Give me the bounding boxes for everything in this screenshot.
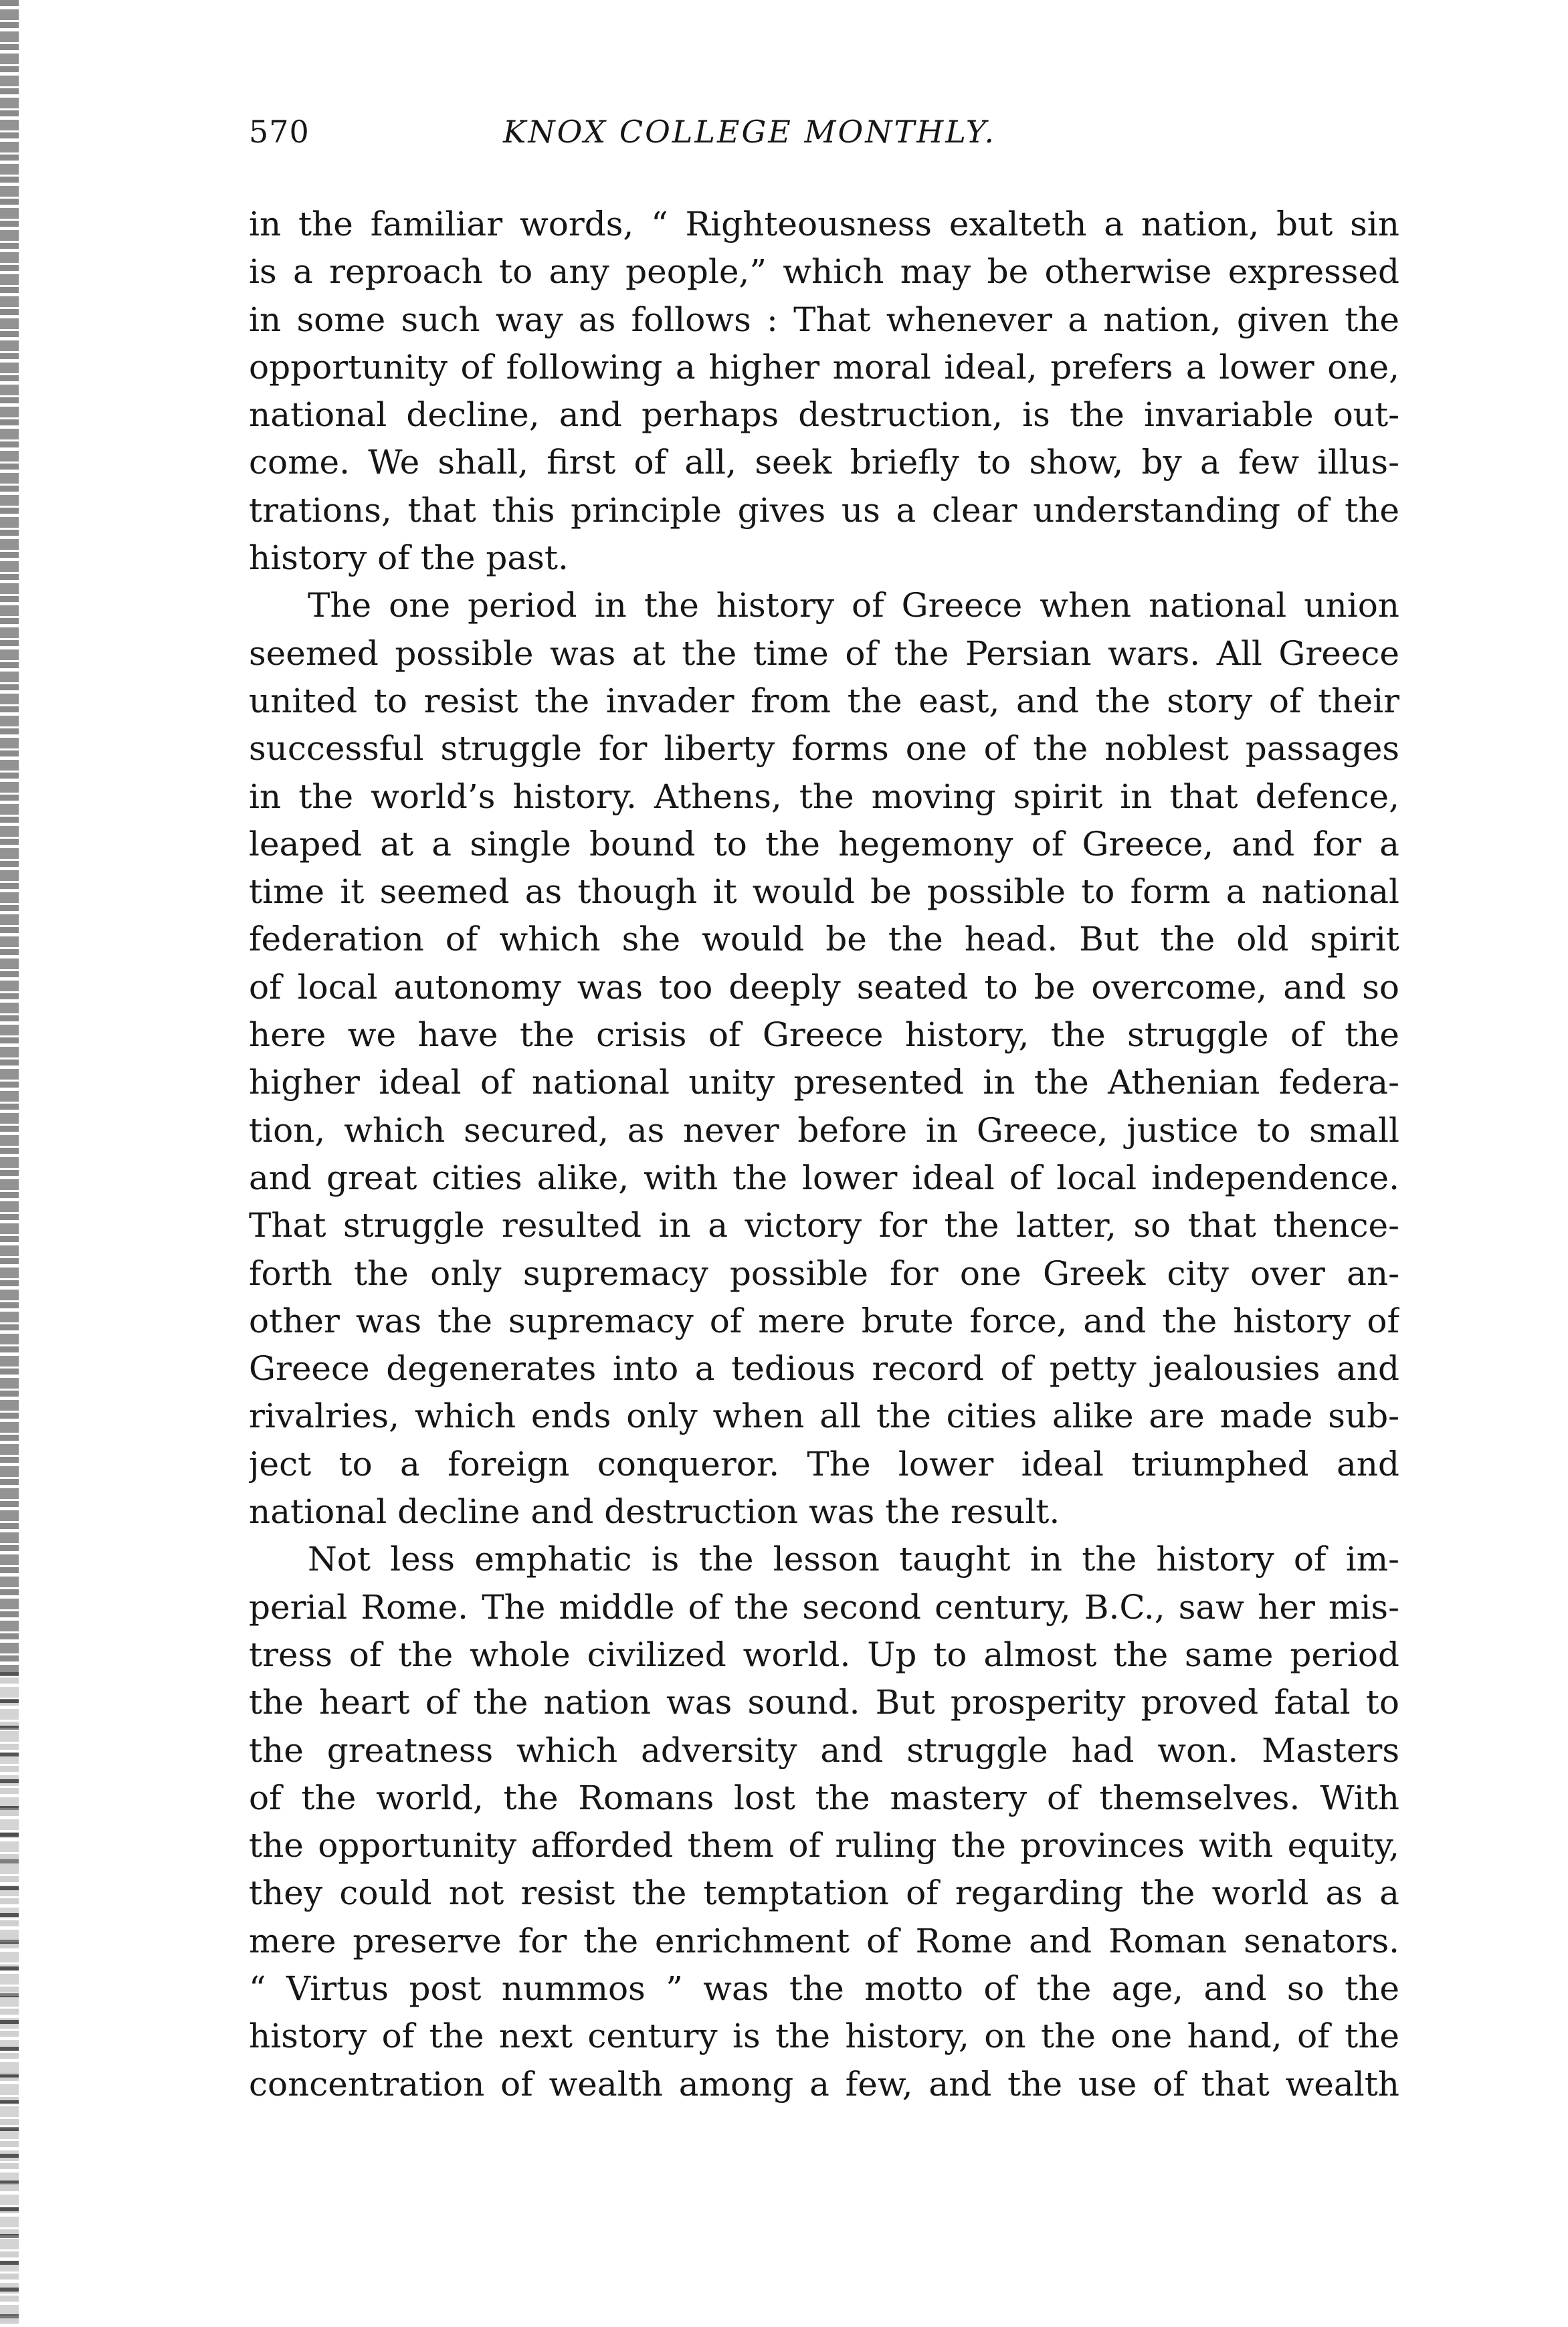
text-line: forth the only supremacy possible for one Greek city over an- bbox=[249, 1253, 1399, 1293]
text-line: That struggle resulted in a victory for the latter, so that thence- bbox=[249, 1206, 1399, 1245]
binding-edge-lower bbox=[0, 1672, 19, 2327]
text-line: “ Virtus post nummos ” was the motto of the age, and so the bbox=[249, 1968, 1399, 2008]
text-line: they could not resist the temptation of regarding the world as a bbox=[249, 1874, 1399, 1913]
text-line: seemed possible was at the time of the Persian wars. All Greece bbox=[249, 633, 1399, 673]
text-line: ject to a foreign conqueror. The lower ideal triumphed and bbox=[249, 1444, 1399, 1484]
text-line: the heart of the nation was sound. But prosperity proved fatal to bbox=[249, 1683, 1399, 1722]
text-line: the opportunity afforded them of ruling the provinces with equity, bbox=[249, 1826, 1399, 1865]
text-line: in the familiar words, “ Righteousness exalteth a nation, but sin bbox=[249, 205, 1399, 243]
text-line: of local autonomy was too deeply seated to be overcome, and so bbox=[249, 967, 1399, 1007]
text-line: leaped at a single bound to the hegemony of Greece, and for a bbox=[249, 824, 1399, 864]
page-number: 570 bbox=[249, 114, 310, 150]
text-line: perial Rome. The middle of the second century, B.C., saw her mis- bbox=[249, 1587, 1399, 1627]
text-line: and great cities alike, with the lower ideal of local independence. bbox=[249, 1158, 1399, 1197]
text-line: federation of which she would be the head. But the old spirit bbox=[249, 920, 1399, 959]
text-line: united to resist the invader from the east, and the story of their bbox=[249, 681, 1399, 720]
text-line: is a reproach to any people,” which may be otherwise expressed bbox=[249, 252, 1399, 292]
text-line: history of the next century is the history, on the one hand, of the bbox=[249, 2017, 1399, 2056]
text-line: trations, that this principle gives us a clear understanding of the bbox=[249, 490, 1399, 530]
text-line: concentration of wealth among a few, and the use of that wealth bbox=[249, 2064, 1399, 2104]
text-line: of the world, the Romans lost the mastery of themselves. With bbox=[249, 1778, 1399, 1817]
text-line: here we have the crisis of Greece history, the struggle of the bbox=[249, 1015, 1399, 1055]
text-line: other was the supremacy of mere brute force, and the history of bbox=[249, 1301, 1399, 1340]
text-line: Greece degenerates into a tedious record of petty jealousies and bbox=[249, 1349, 1399, 1389]
text-line: national decline and destruction was the result. bbox=[249, 1492, 1060, 1532]
text-line: rivalries, which ends only when all the cities alike are made sub- bbox=[249, 1397, 1399, 1436]
text-line: The one period in the history of Greece when national union bbox=[308, 586, 1399, 625]
body-text bbox=[249, 201, 1399, 2108]
running-title: KNOX COLLEGE MONTHLY. bbox=[503, 114, 996, 150]
text-line: successful struggle for liberty forms one of the noblest passages bbox=[249, 729, 1399, 769]
text-line: tress of the whole civilized world. Up to almost the same period bbox=[249, 1635, 1399, 1674]
text-line: tion, which secured, as never before in Greece, justice to small bbox=[249, 1110, 1399, 1150]
text-line: Not less emphatic is the lesson taught in the history of im- bbox=[308, 1540, 1399, 1579]
text-line: history of the past. bbox=[249, 538, 569, 578]
text-line: in the world’s history. Athens, the moving spirit in that defence, bbox=[249, 777, 1399, 816]
text-line: the greatness which adversity and struggle had won. Masters bbox=[249, 1730, 1399, 1770]
text-line: in some such way as follows : That whenever a nation, given the bbox=[249, 300, 1399, 339]
text-line: mere preserve for the enrichment of Rome and Roman senators. bbox=[249, 1921, 1399, 1960]
text-line: higher ideal of national unity presented in the Athenian federa- bbox=[249, 1063, 1399, 1102]
text-line: time it seemed as though it would be possible to form a national bbox=[249, 872, 1399, 912]
text-line: come. We shall, first of all, seek briefly to show, by a few illus- bbox=[249, 443, 1399, 482]
text-line: national decline, and perhaps destruction, is the invariable out- bbox=[249, 395, 1399, 435]
text-line: opportunity of following a higher moral ideal, prefers a lower one, bbox=[249, 347, 1399, 387]
page-header bbox=[249, 114, 1386, 167]
